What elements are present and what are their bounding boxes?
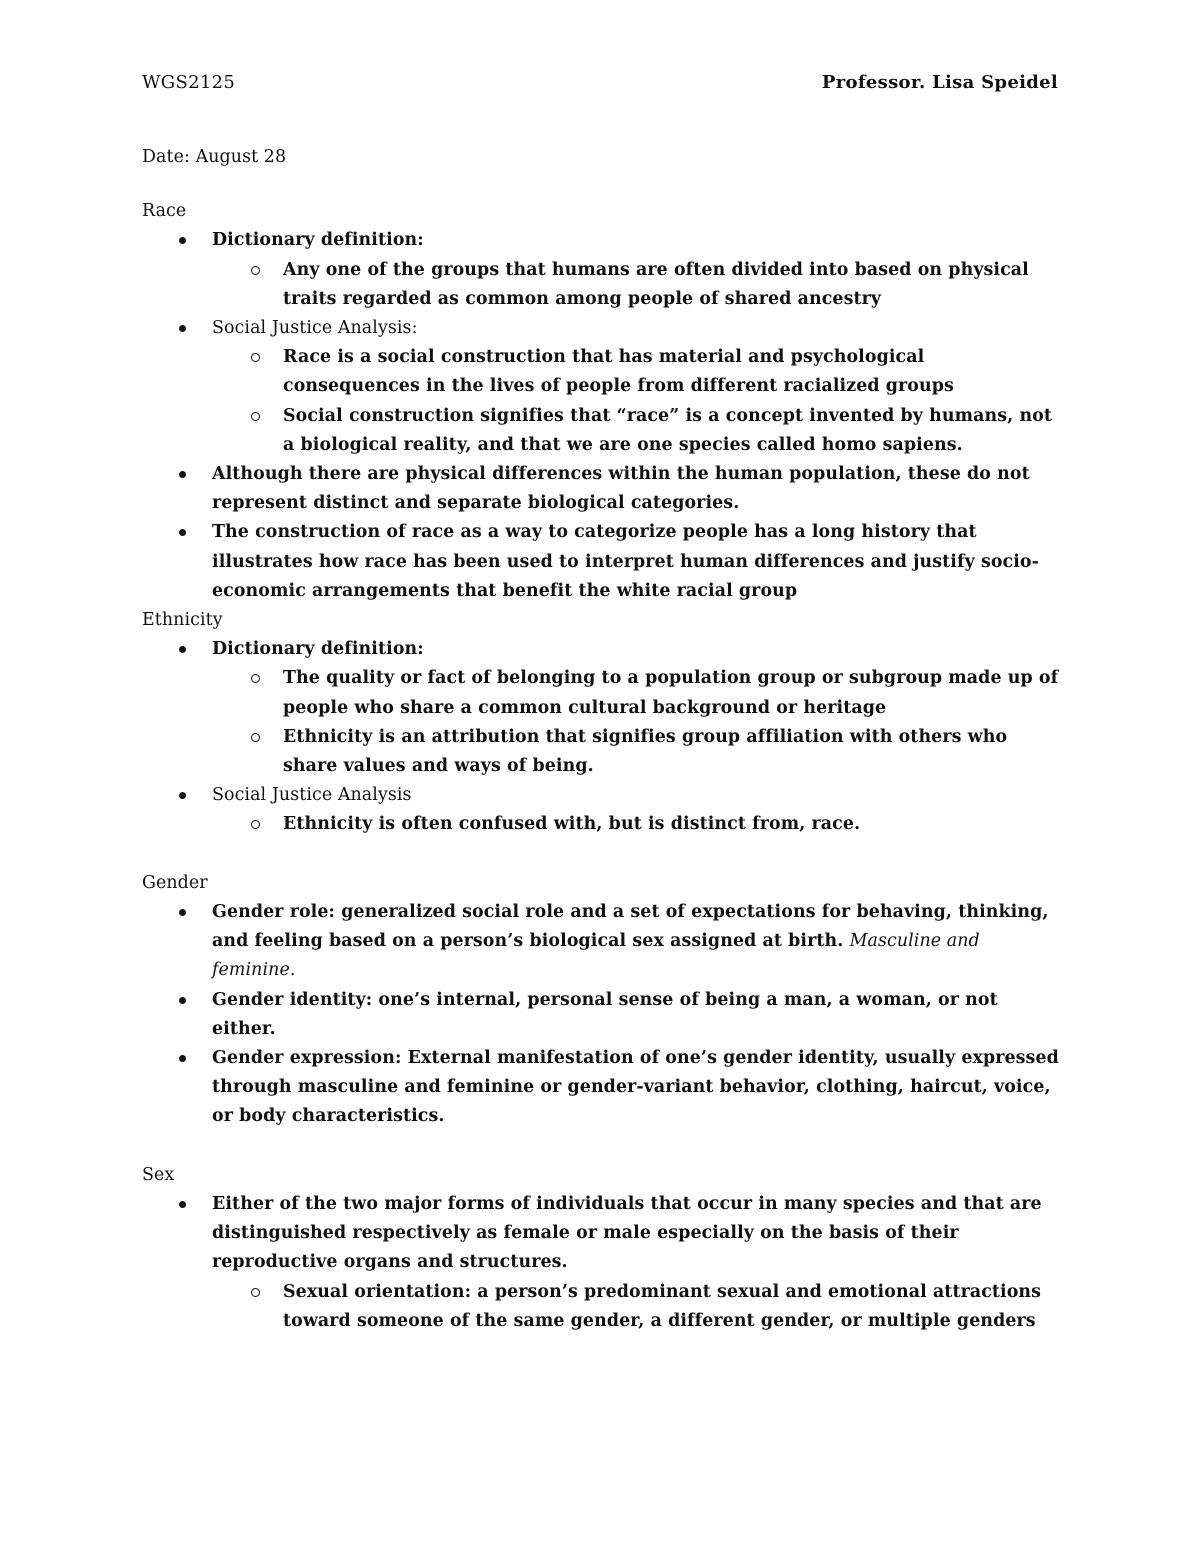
section-title-gender: Gender	[142, 872, 208, 893]
race-analysis-item: Race is a social construction that has material and psychological consequences in the lives of people from different racialized groups	[283, 347, 954, 397]
circle-bullet-icon	[251, 820, 260, 829]
race-dictionary-sublist	[212, 256, 1067, 314]
gender-list	[142, 898, 1067, 1132]
professor-name: Professor. Lisa Speidel	[821, 72, 1058, 93]
list-item	[283, 810, 1067, 839]
ethnicity-dictionary-label: Dictionary definition:	[212, 639, 424, 660]
bullet-icon	[179, 237, 186, 244]
section-title-sex: Sex	[142, 1164, 175, 1185]
ethnicity-dictionary-sublist	[212, 664, 1067, 781]
list-item	[283, 402, 1067, 460]
ethnicity-dictionary-item: Ethnicity is an attribution that signifies group affiliation with others who share values and ways of being.	[283, 726, 1008, 777]
course-code: WGS2125	[142, 72, 236, 93]
race-dictionary-label: Dictionary definition:	[212, 230, 424, 251]
bullet-icon	[179, 529, 186, 536]
sex-sublist	[212, 1278, 1067, 1336]
list-item	[212, 314, 1067, 460]
race-analysis-item: Social construction signifies that “race” is a concept invented by humans, not a biological reality, and that we are one species called homo sapiens.	[283, 405, 1053, 455]
circle-bullet-icon	[251, 353, 260, 362]
list-item	[212, 1044, 1067, 1132]
list-item	[212, 1190, 1067, 1336]
bullet-icon	[179, 1201, 186, 1208]
list-item	[212, 226, 1067, 314]
list-item	[283, 256, 1067, 314]
gender-role: Gender role: generalized social role and a set of expectations for behaving, thinking, and feeling based on a person’s biological sex assigned at birth.	[212, 902, 1049, 952]
list-item	[283, 723, 1067, 781]
list-item	[212, 986, 1067, 1044]
blank-line	[142, 1132, 1067, 1161]
sex-list	[142, 1190, 1067, 1336]
circle-bullet-icon	[251, 674, 260, 683]
bullet-icon	[179, 646, 186, 653]
blank-line	[142, 840, 1067, 869]
race-analysis-sublist	[212, 343, 1067, 460]
circle-bullet-icon	[251, 412, 260, 421]
sexual-orientation: Sexual orientation: a person’s predominant sexual and emotional attractions toward someone of the same gender, a different gender, or multiple genders	[283, 1281, 1042, 1331]
section-sex	[142, 1161, 1067, 1336]
list-item	[212, 781, 1067, 839]
race-analysis-label: Social Justice Analysis:	[212, 318, 418, 338]
gender-expression: Gender expression: External manifestation of one’s gender identity, usually expressed through masculine and feminine or gender-variant behavior, clothing, haircut, voice, or body characteristics.	[212, 1048, 1059, 1127]
date-line: Date: August 28	[142, 147, 287, 167]
ethnicity-list	[142, 635, 1067, 839]
ethnicity-analysis-label: Social Justice Analysis	[212, 785, 412, 806]
section-ethnicity	[142, 606, 1067, 840]
bullet-icon	[179, 997, 186, 1004]
list-item	[283, 343, 1067, 401]
ethnicity-analysis-sublist	[212, 810, 1067, 839]
bullet-icon	[179, 471, 186, 478]
list-item	[212, 518, 1067, 606]
circle-bullet-icon	[251, 266, 260, 275]
list-item	[283, 1278, 1067, 1336]
ethnicity-analysis-item: Ethnicity is often confused with, but is distinct from, race.	[283, 814, 861, 835]
section-title-ethnicity: Ethnicity	[142, 610, 223, 631]
section-title-race: Race	[142, 201, 187, 222]
ethnicity-dictionary-item: The quality or fact of belonging to a population group or subgroup made up of people who share a common cultural background or heritage	[283, 668, 1059, 718]
list-item	[212, 898, 1067, 986]
circle-bullet-icon	[251, 1288, 260, 1297]
race-point-history: The construction of race as a way to categorize people has a long history that illustrates how race has been used to interpret human differences and justify socio-economic arrangements that benefit the white racial group	[212, 522, 1039, 601]
race-point-physical: Although there are physical differences within the human population, these do not represent distinct and separate biological categories.	[212, 464, 1030, 514]
document-header	[142, 72, 1058, 100]
sex-definition: Either of the two major forms of individuals that occur in many species and that are distinguished respectively as female or male especially on the basis of their reproductive organs and structures.	[212, 1194, 1042, 1273]
race-list	[142, 226, 1067, 606]
list-item	[212, 635, 1067, 781]
race-dictionary-definition: Any one of the groups that humans are often divided into based on physical traits regarded as common among people of shared ancestry	[283, 259, 1029, 309]
section-gender	[142, 869, 1067, 1132]
notes-body	[142, 143, 1067, 1336]
list-item	[283, 664, 1067, 722]
gender-identity: Gender identity: one’s internal, personal sense of being a man, a woman, or not either.	[212, 989, 998, 1039]
bullet-icon	[179, 325, 186, 332]
bullet-icon	[179, 792, 186, 799]
section-race	[142, 197, 1067, 606]
gender-role-italic: Masculine and feminine.	[212, 931, 980, 981]
bullet-icon	[179, 909, 186, 916]
circle-bullet-icon	[251, 733, 260, 742]
list-item	[212, 460, 1067, 518]
bullet-icon	[179, 1055, 186, 1062]
